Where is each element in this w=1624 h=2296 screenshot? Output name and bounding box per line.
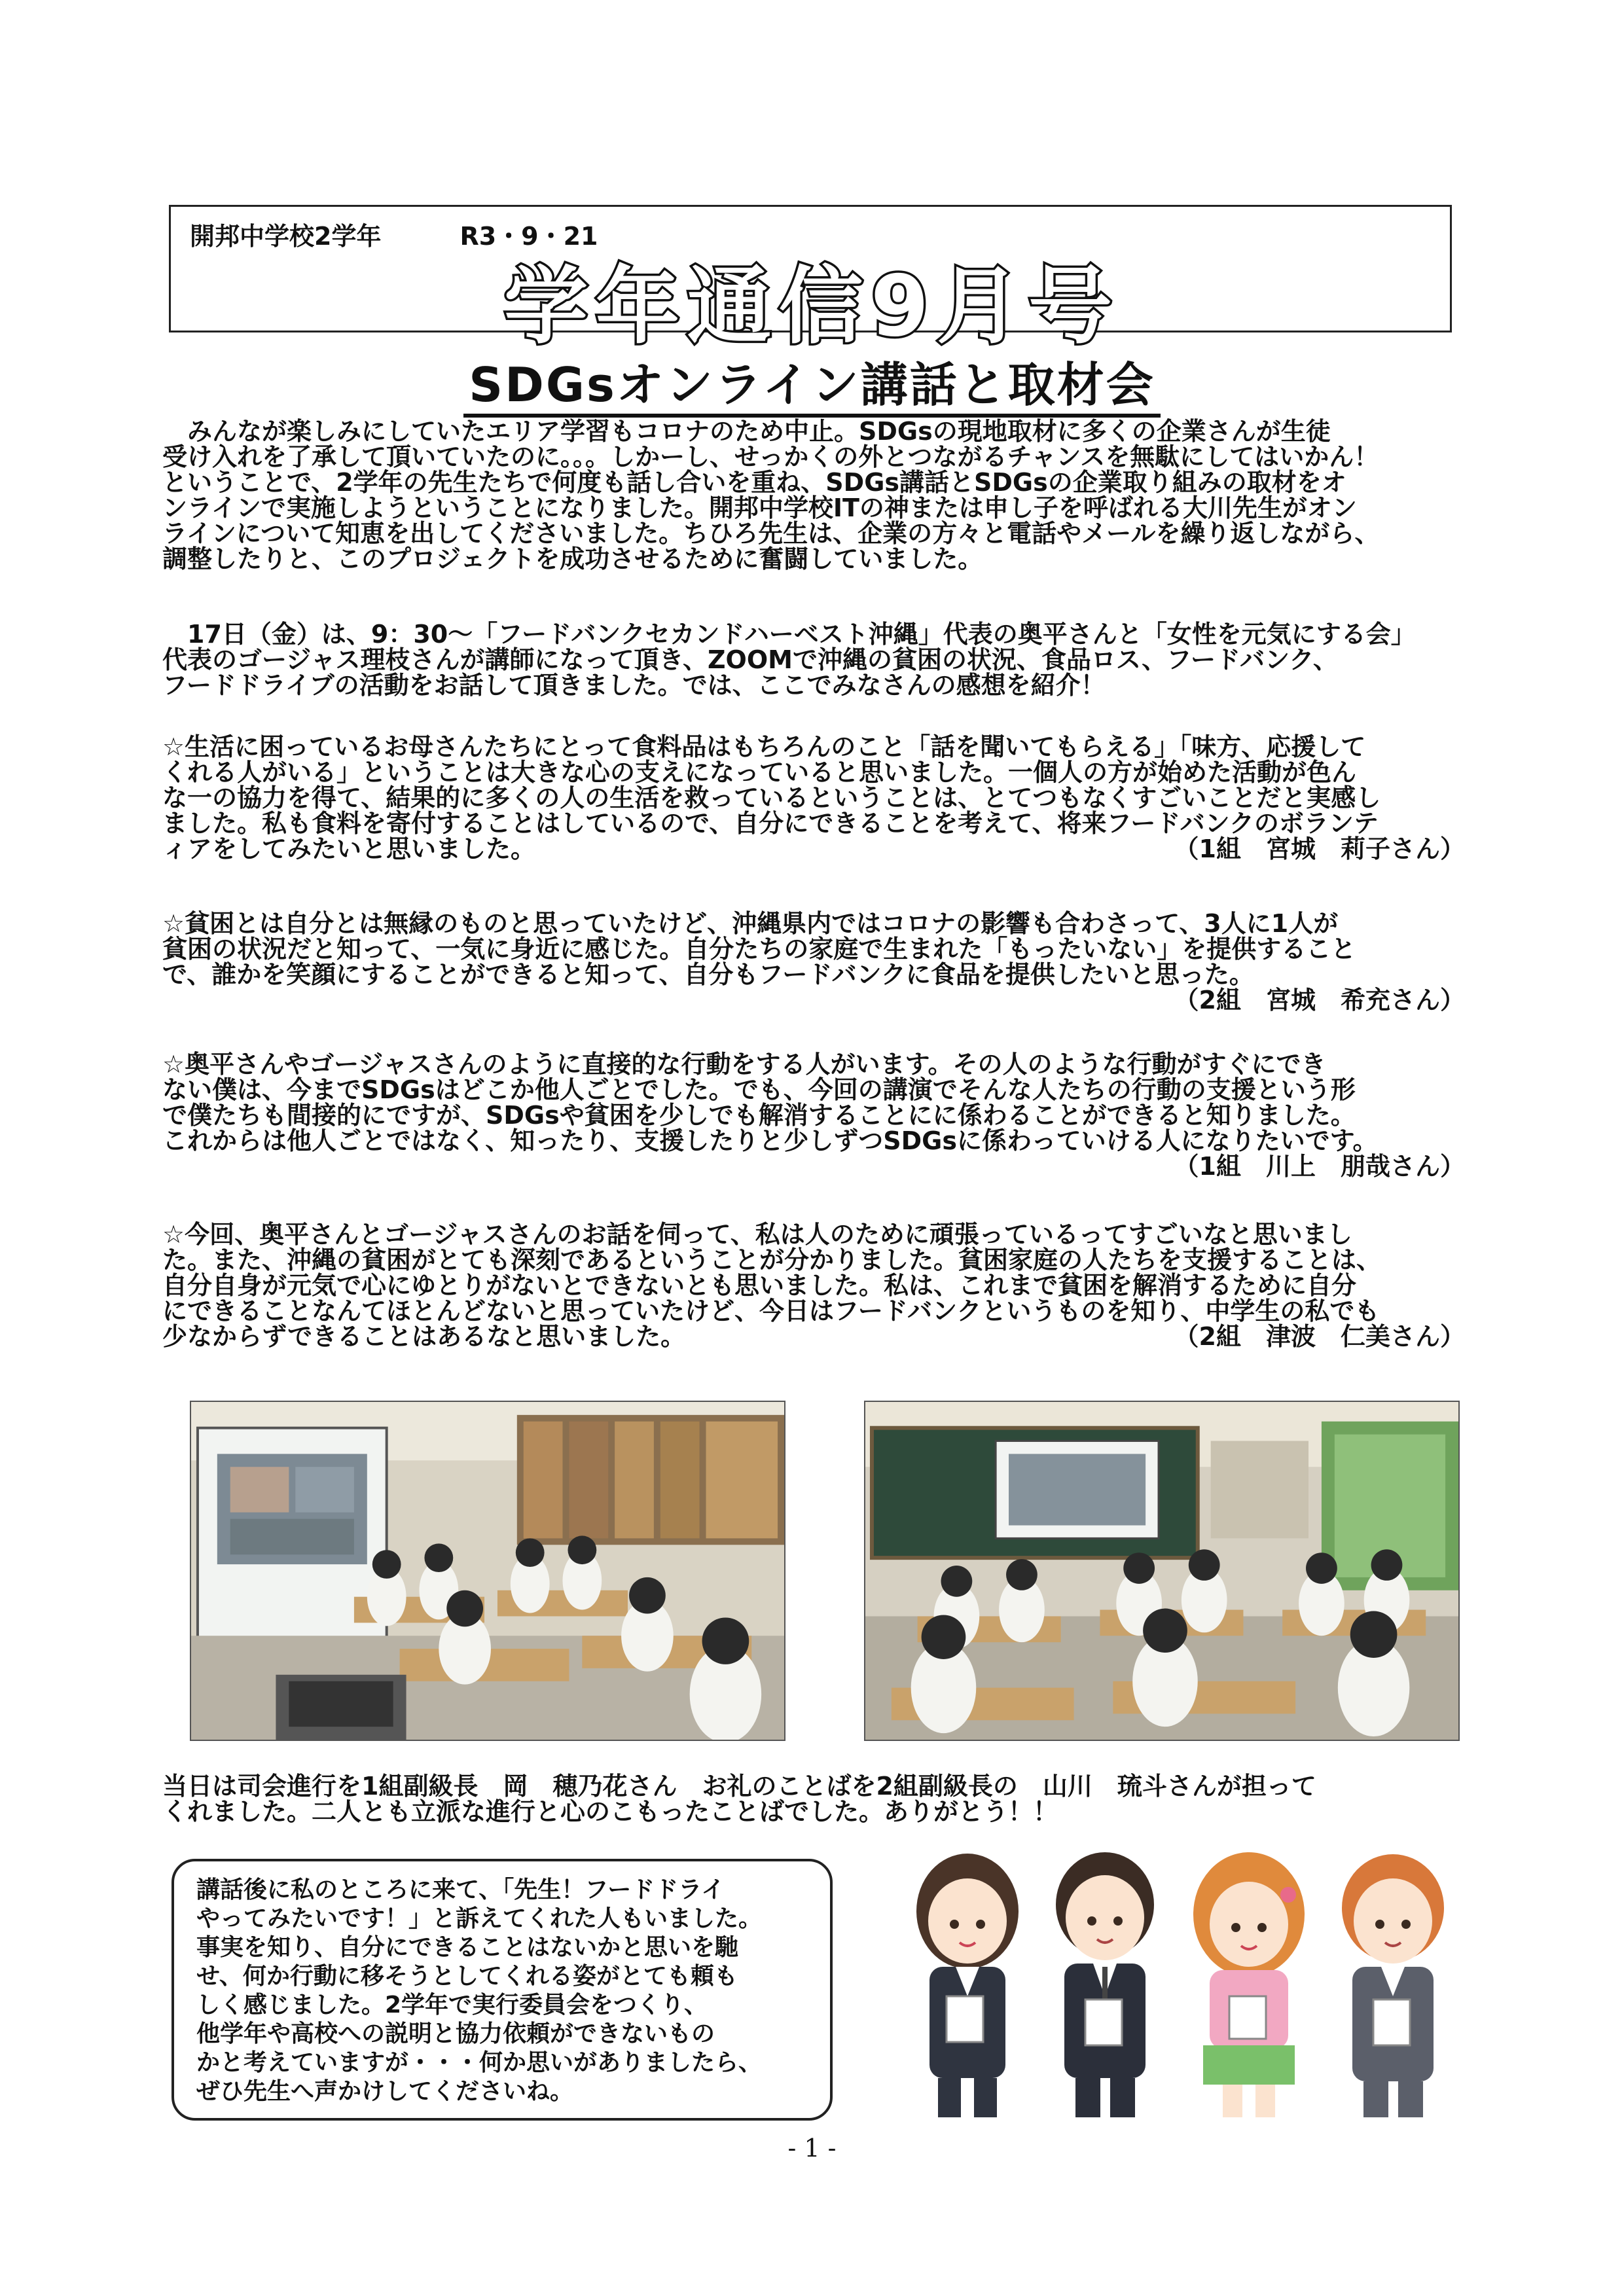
comment-2: ☆貧困とは自分とは無縁のものと思っていたけど、沖縄県内ではコロナの影響も合わさって、3人に1人が 貧困の状況だと知って、一気に身近に感じた。自分たちの家庭で生まれた「もったいない」を提供すること で、誰かを笑顔にすることができると知って、自分もフードバンクに食品を提供したいと思った。 （2組 宮城 希充さん） [162, 909, 1465, 1014]
comment-4-signature: （2組 津波 仁美さん） [1174, 1322, 1465, 1351]
classroom-photo-board [864, 1401, 1460, 1741]
issue-date: R3・9・21 [460, 222, 598, 251]
comment-1-signature: （1組 宮城 莉子さん） [1174, 834, 1465, 863]
teacher-note-box: 講話後に私のところに来て、「先生！フードドライ やってみたいです！」と訴えてくれた人もいました。 事実を知り、自分にできることはないかと思いを馳 せ、何か行動に移そうとしてくれる姿がとても頼も しく感じました。2学年で実行委員会をつくり、 他学年や高校への説明と協力依頼ができないもの かと考えていますが・・・何か思いがありましたら、 ぜひ先生へ声かけしてくださいね。 [171, 1859, 833, 2121]
intro-paragraph: みんなが楽しみにしていたエリア学習もコロナのため中止。SDGsの現地取材に多くの企業さんが生徒 受け入れを了承して頂いていたのに。。。しかーし、せっかくの外とつながるチャンスを無駄にしてはいかん！ ということで、2学年の先生たちで何度も話し合いを重ね、SDGs講話とSDGsの企業取り組みの取材をオ ンラインで実施しようということになりました。開邦中学校ITの神または申し子を呼ばれる大川先生がオン ラインについて知恵を出してくださいました。ちひろ先生は、企業の方々と電話やメールを繰り返しながら、 調整したりと、このプロジェクトを成功させるために奮闘していました。 [162, 417, 1380, 573]
character-boy-dark-hair [1056, 1852, 1154, 2117]
comment-2-signature: （2組 宮城 希充さん） [1174, 986, 1465, 1014]
thanks-paragraph: 当日は司会進行を1組副級長 岡 穂乃花さん お礼のことばを2組副級長の 山川 琉斗さんが担って くれました。二人とも立派な進行と心のこもったことばでした。ありがとう！！ [162, 1772, 1316, 1826]
event-paragraph: 17日（金）は、9：30～「フードバンクセカンドハーベスト沖縄」代表の奥平さんと「女性を元気にする会」 代表のゴージャス理枝さんが講師になって頂き、ZOOMで沖縄の貧困の状況、食品ロス、フードバンク、 フードドライブの活動をお話して頂きました。では、ここでみなさんの感想を紹介！ [162, 620, 1416, 700]
students-illustration [895, 1833, 1458, 2124]
comment-4: ☆今回、奥平さんとゴージャスさんのお話を伺って、私は人のために頑張っているってすごいなと思いまし た。また、沖縄の貧困がとても深刻であるということが分かりました。貧困家庭の人たちを支援することは、 自分自身が元気で心にゆとりがないとできないとも思いました。私は、これまで貧困を解消するために自分 にできることなんてほとんどないと思っていたけど、今日はフードバンクというものを知り、中学生の私でも 少なからずできることはあるなと思いました。 （2組 津波 仁美さん） [162, 1220, 1465, 1351]
comment-3: ☆奥平さんやゴージャスさんのように直接的な行動をする人がいます。その人のような行動がすぐにでき ない僕は、今までSDGsはどこか他人ごとでした。でも、今回の講演でそんな人たちの行動の支援という形 で僕たちも間接的にですが、SDGsや貧困を少しでも解消することにに係わることができると知りました。 これからは他人ごとではなく、知ったり、支援したりと少しずつSDGsに係わっていける人になりたいです。 （1組 川上 朋哉さん） [162, 1050, 1465, 1181]
newsletter-title: 学年通信9月号 [503, 258, 1121, 355]
article-title: SDGsオンライン講話と取材会 [0, 347, 1624, 415]
character-girl-orange-hair [1193, 1852, 1305, 2117]
page-number: - 1 - [787, 2134, 837, 2162]
classroom-photo-screen [190, 1401, 785, 1741]
school-name: 開邦中学校2学年 [190, 222, 382, 251]
comment-3-signature: （1組 川上 朋哉さん） [1174, 1152, 1465, 1181]
character-boy-orange-hair [1342, 1854, 1444, 2117]
comment-1: ☆生活に困っているお母さんたちにとって食料品はもちろんのこと「話を聞いてもらえる」「味方、応援して くれる人がいる」ということは大きな心の支えになっていると思いました。一個人の方が始めた活動が色ん な一の協力を得て、結果的に多くの人の生活を救っているということは、とてつもなくすごいことだと実感し ました。私も食料を寄付することはしているので、自分にできることを考えて、将来フードバンクのボランテ ィアをしてみたいと思いました。 （1組 宮城 莉子さん） [162, 732, 1465, 863]
character-girl-dark-hair [916, 1854, 1019, 2117]
